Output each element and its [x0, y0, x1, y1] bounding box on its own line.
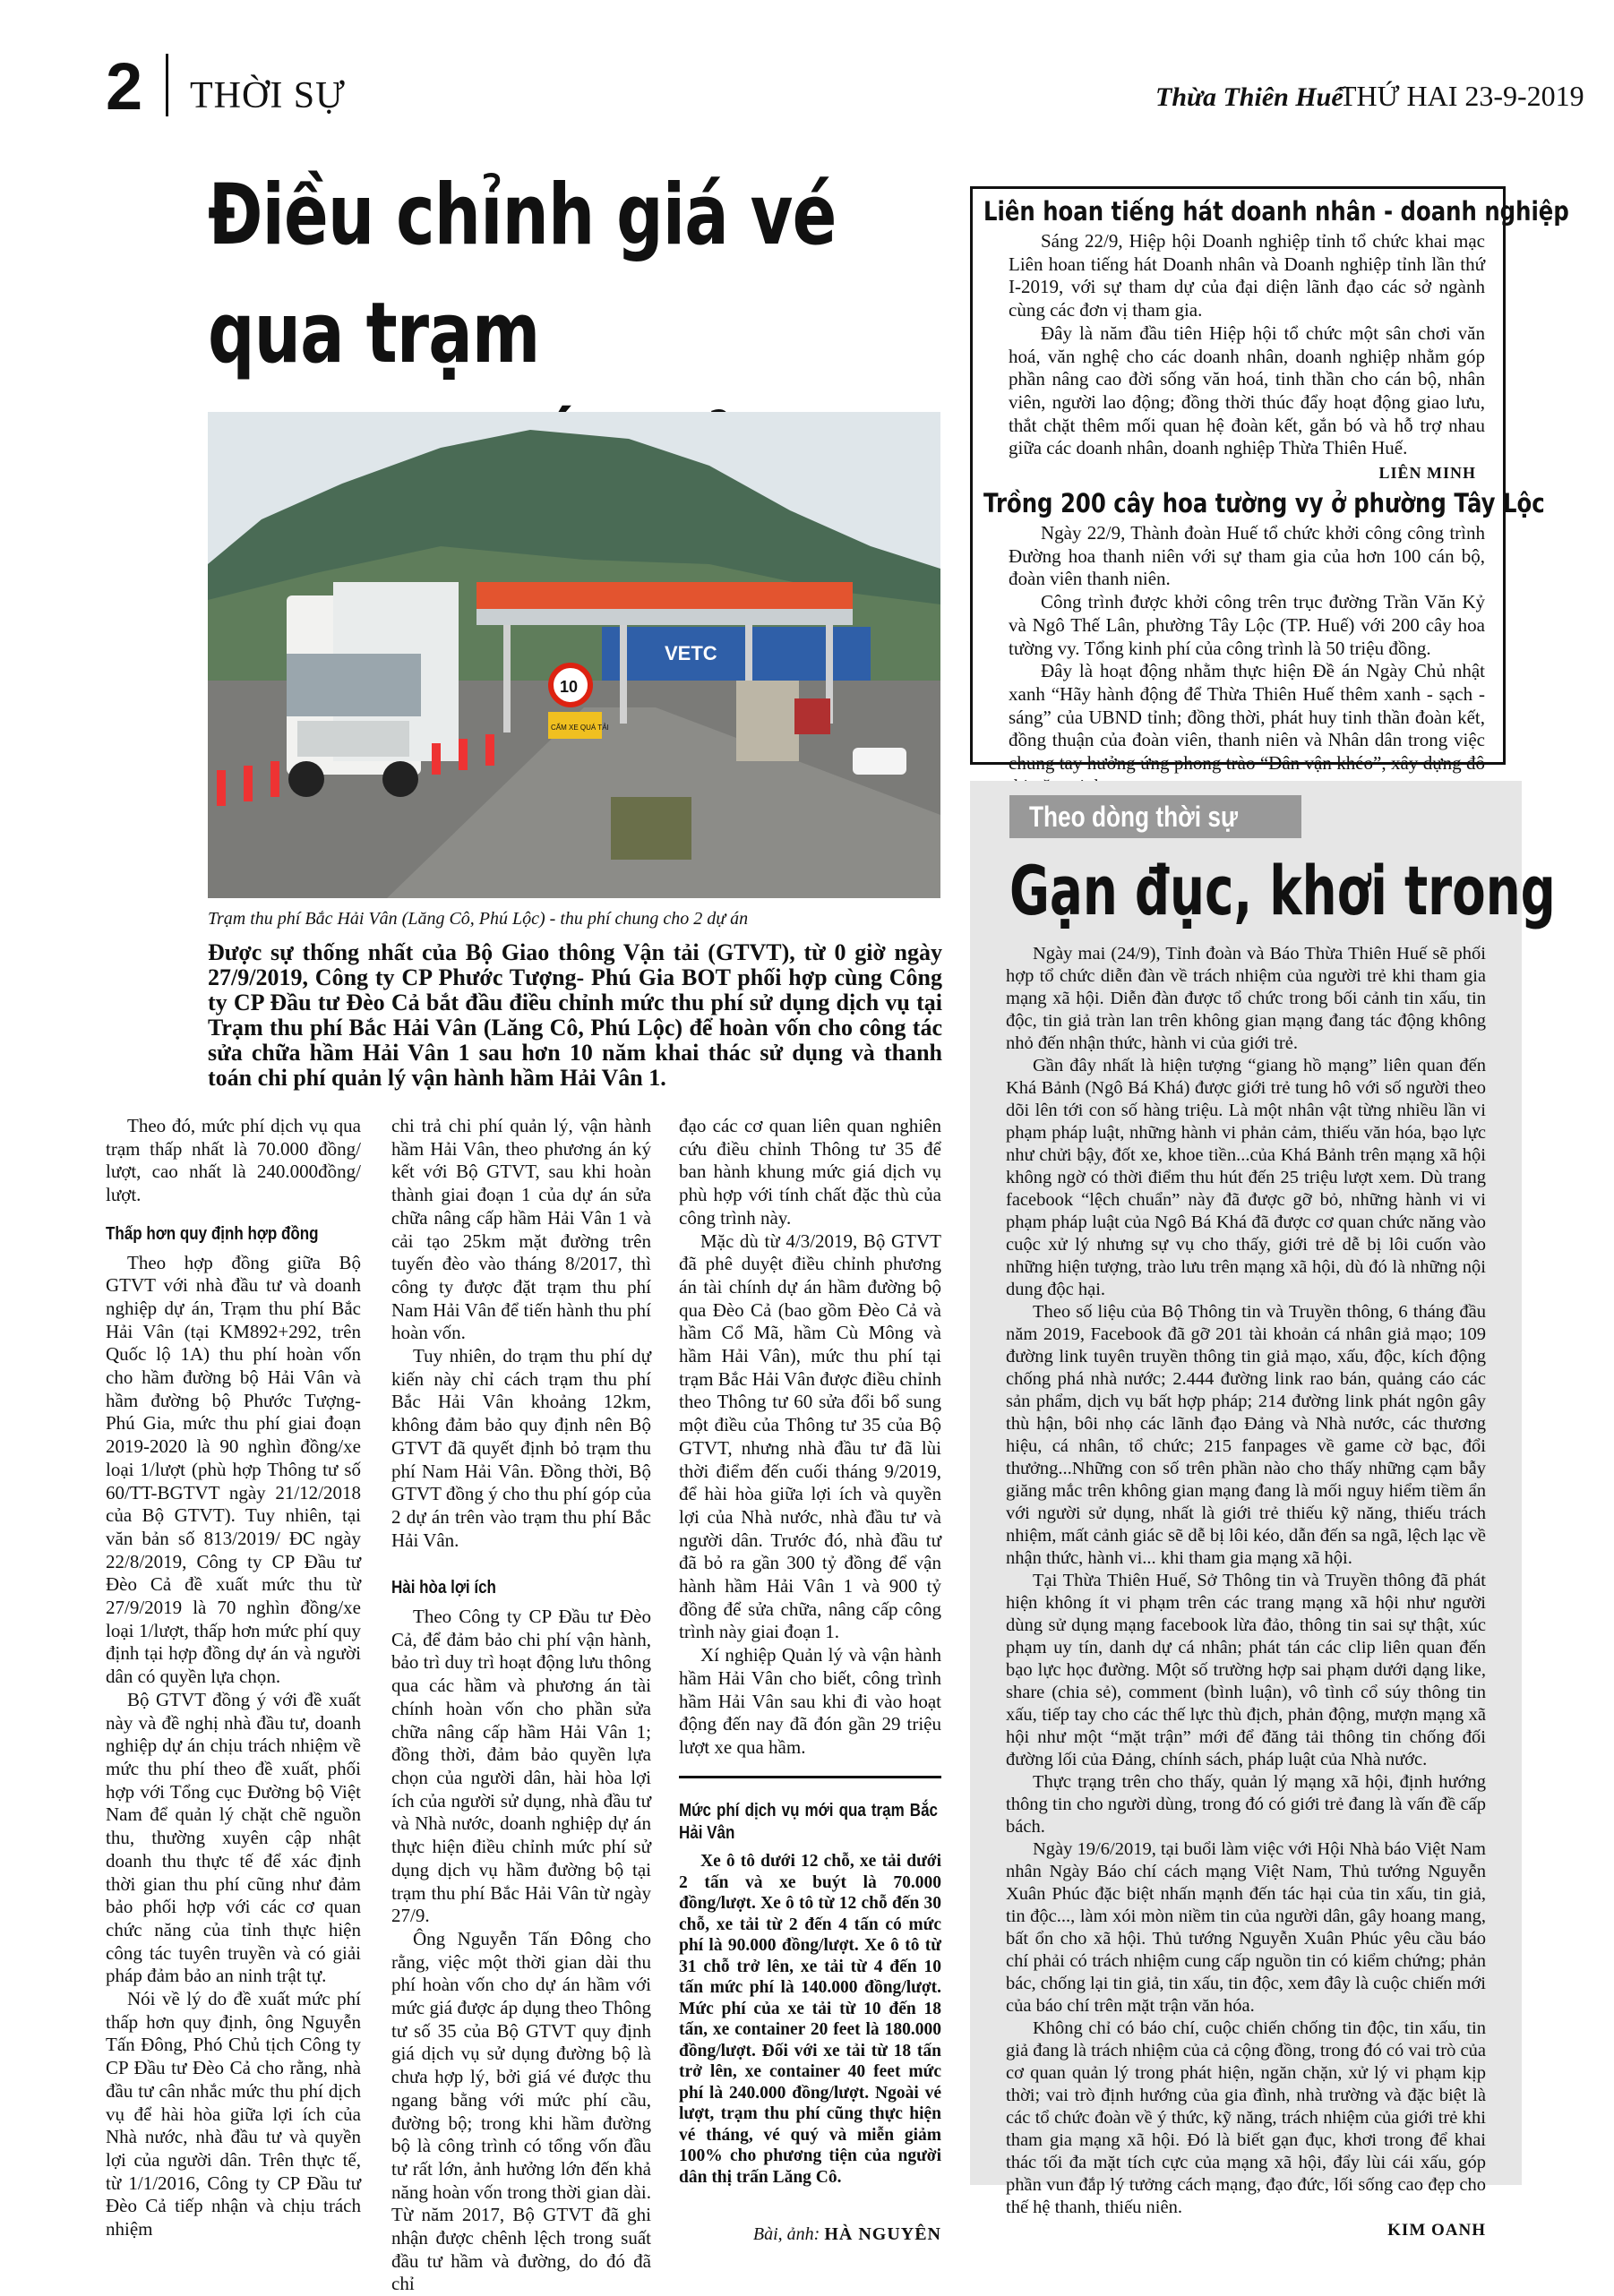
paragraph: đạo các cơ quan liên quan nghiên cứu điều chỉnh Thông tư 35 để ban hành khung mức giá dịch vụ phù hợp với tính chất đặc thù của công trình này. — [679, 1115, 941, 1229]
vetc-sign: VETC — [665, 642, 717, 664]
header-divider — [166, 54, 168, 116]
opinion-tag: Theo dòng thời sự — [1009, 795, 1301, 838]
paragraph: Công trình được khởi công trên trục đường Trần Văn Kỷ và Ngô Thế Lân, phường Tây Lộc (TP. Huế) với 200 cây hoa tường vy. Tổng kinh phí của công trình là 50 triệu đồng. — [1009, 591, 1485, 659]
paragraph: Ngày 22/9, Thành đoàn Huế tổ chức khởi công công trình Đường hoa thanh niên với sự tham gia của hơn 100 cán bộ, đoàn viên thanh niên. — [1009, 522, 1485, 590]
paragraph: Thực trạng trên cho thấy, quản lý mạng xã hội, định hướng thông tin cho người dùng, trong đó có giới trẻ đang là vấn đề cấp bách. — [1006, 1772, 1486, 1837]
paragraph: chi trả chi phí quản lý, vận hành hầm Hải Vân, theo phương án ký kết với Bộ GTVT, sau khi hoàn thành giai đoạn 1 của dự án sửa chữa nâng cấp hầm Hải Vân 1 và cải tạo 25km mặt đường trên tuyến đèo vào tháng 8/2017, thì công ty được đặt trạm thu phí Nam Hải Vân để tiến hành thu phí hoàn vốn. — [391, 1115, 651, 1344]
article-column-1 — [106, 1115, 361, 2241]
paragraph: Ngày mai (24/9), Tỉnh đoàn và Báo Thừa Thiên Huế sẽ phối hợp tổ chức diễn đàn về trách nhiệm của người trẻ khi tham gia mạng xã hội. Diễn đàn được tổ chức trong bối cảnh tin xấu, tin độc, tin giả tràn lan trên không gian mạng đang tác động không nhỏ đến nhận thức, hành vi của giới trẻ. — [1006, 944, 1486, 1053]
toll-station-photo — [208, 412, 940, 898]
subheading: Hài hòa lợi ích — [391, 1578, 496, 1598]
paragraph: Theo đó, mức phí dịch vụ qua trạm thấp nhất là 70.000 đồng/ lượt, cao nhất là 240.000đồng/ lượt. — [106, 1115, 361, 1206]
paragraph: Theo số liệu của Bộ Thông tin và Truyền thông, 6 tháng đầu năm 2019, Facebook đã gỡ 201 tài khoản cá nhân giả mạo; 109 đường link tuyên truyền thông tin giả mạo, xấu, độc, kích động chống phá nhà nước; 2.444 đường link rao bán, quảng cáo các sản phẩm, dịch vụ bất hợp pháp; 214 đường link phát ngôn gây thù hận, bôi nhọ các lãnh đạo Đảng và Nhà nước, các thương hiệu, cá nhân, tổ chức; 215 fanpages về game cờ bạc, đổi thưởng...Những con số trên phần nào cho thấy những cạm bẫy giăng mắc trên không gian mạng đang là mối nguy hiểm tiềm ẩn với người sử dụng, nhất là giới trẻ thiếu kỹ năng, thiếu trách nhiệm, mất cảnh giác sẽ dễ bị lôi kéo, dẫn đến sa ngã, lệch lạc về nhận thức, hành vi... khi tham gia mạng xã hội. — [1006, 1302, 1486, 1568]
toll-station-illustration — [208, 412, 940, 898]
paragraph: Ngày 19/6/2019, tại buổi làm việc với Hội Nhà báo Việt Nam nhân Ngày Báo chí cách mạng Việt Nam, Thủ tướng Nguyễn Xuân Phúc đặc biệt nhấn mạnh đến tác hại của tin xấu, tin giả, tin độc..., làm xói mòn niềm tin của người dân, gây hoang mang, bất ổn cho xã hội. Thủ tướng Nguyễn Xuân Phúc yêu cầu báo chí phải có trách nhiệm cung cấp nguồn tin có kiểm chứng; phản bác, chống lại tin giả, tin xấu, tin độc, xem đây là cuộc chiến mới của báo chí trên mặt trận văn hóa. — [1006, 1839, 1486, 2016]
paragraph: Mặc dù từ 4/3/2019, Bộ GTVT đã phê duyệt điều chỉnh phương án tài chính dự án hầm đường bộ qua Đèo Cả (bao gồm Đèo Cả và hầm Cổ Mã, hầm Cù Mông và hầm Hải Vân), mức thu phí tại trạm Bắc Hải Vân được điều chỉnh theo Thông tư 60 sửa đổi bổ sung một điều của Thông tư 35 của Bộ GTVT, nhưng nhà đầu tư đã lùi thời điểm đến cuối tháng 9/2019, để hài hòa giữa lợi ích và quyền lợi của Nhà nước, nhà đầu tư và người dân. Trước đó, nhà đầu tư đã bỏ ra gần 300 tỷ đồng để vận hành hầm Hải Vân 1 và 900 tỷ đồng để sửa chữa, nâng cấp công trình này giai đoạn 1. — [679, 1229, 941, 1643]
opinion-title: Gạn đục, khơi trong — [1009, 851, 1556, 930]
byline-prefix: Bài, ảnh: — [752, 2224, 820, 2245]
section-title: THỜI SỰ — [190, 75, 346, 116]
byline-author: HÀ NGUYÊN — [824, 2224, 941, 2245]
paragraph: Sáng 22/9, Hiệp hội Doanh nghiệp tỉnh tổ chức khai mạc Liên hoan tiếng hát Doanh nhân và Doanh nghiệp tỉnh lần thứ I-2019, với sự tham dự của đại diện lãnh đạo các sở ngành cùng các đơn vị tham gia. — [1009, 230, 1485, 321]
paragraph: Xí nghiệp Quản lý và vận hành hầm Hải Vân cho biết, công trình hầm Hải Vân sau khi đi vào hoạt động đến nay đã đón gần 29 triệu lượt xe qua hầm. — [679, 1644, 941, 1758]
news-brief-box — [970, 186, 1569, 775]
paragraph: Gần đây nhất là hiện tượng “giang hồ mạng” liên quan đến Khá Bảnh (Ngô Bá Khá) được giới trẻ tung hô với số người theo dõi lên tới con số hàng triệu. Là một nhân vật từng nhiều lần vi phạm pháp luật, những hành vi phản cảm, thiếu văn hóa, bạo lực như chửi bậy, đốt xe, khoe tiền...của Khá Bảnh trên mạng xã hội không ngờ có thời điểm thu hút đến 25 triệu lượt xem. Dù trang facebook “lệch chuẩn” này đã được gỡ bỏ, những hành vi vi phạm pháp luật của Ngô Bá Khá đã được cơ quan chức năng vào cuộc xử lý nhưng sự vụ cho thấy, giới trẻ dễ bị lôi cuốn vào những hiện tượng, trào lưu trên mạng xã hội, dù đó là những nội dung độc hại. — [1006, 1056, 1486, 1299]
fee-box-text: Xe ô tô dưới 12 chỗ, xe tải dưới 2 tấn và xe buýt là 70.000 đồng/lượt. Xe ô tô từ 12 chỗ đến 30 chỗ, xe tải từ 2 đến 4 tấn có mức phí là 90.000 đồng/lượt. Xe ô tô từ 31 chỗ trở lên, xe tải từ 4 đến 10 tấn mức phí là 140.000 đồng/lượt. Mức phí của xe tải từ 10 đến 18 tấn, xe container 20 feet là 180.000 đồng/lượt. Đối với xe tải từ 18 tấn trở lên, xe container 40 feet mức phí là 240.000 đồng/lượt. Ngoài vé lượt, trạm thu phí cũng thực hiện vé tháng, vé quý và miễn giảm 100% cho phương tiện của người dân thị trấn Lăng Cô. — [679, 1852, 941, 2187]
brief-body — [973, 522, 1503, 798]
brief-body — [973, 230, 1503, 460]
paragraph: Nói về lý do đề xuất mức phí thấp hơn quy định, ông Nguyễn Tấn Đông, Phó Chủ tịch Công ty CP Đầu tư Đèo Cả cho rằng, nhà đầu tư cân nhắc mức thu phí dịch vụ để hài hòa giữa lợi ích của Nhà nước, nhà đầu tư và quyền lợi của người dân. Trên thực tế, từ 1/1/2016, Công ty CP Đầu tư Đèo Cả tiếp nhận và chịu trách nhiệm — [106, 1988, 361, 2240]
paragraph: Đây là hoạt động nhằm thực hiện Đề án Ngày Chủ nhật xanh “Hãy hành động để Thừa Thiên Huế thêm xanh - sạch - sáng” của UBND tỉnh; đồng thời, phát huy tinh thần đoàn kết, đồng thuận của đoàn viên, thanh niên và Nhân dân trong việc chung tay hưởng ứng phong trào “Dân vận khéo”, xây dựng đô — [1009, 660, 1485, 775]
opinion-body — [970, 943, 1522, 2241]
fee-info-box — [679, 1776, 941, 2188]
article-byline — [679, 2223, 941, 2247]
paragraph: Bộ GTVT đồng ý với đề xuất này và đề nghị nhà đầu tư, doanh nghiệp dự án chịu trách nhiệm về mức thu phí theo đề xuất, phối hợp với Tổng cục Đường bộ Việt Nam để quản lý chặt chẽ nguồn thu, thường xuyên cập nhật doanh thu thực tế để xác định thời gian thu phí cũng như đảm bảo phối hợp với các cơ quan chức năng của tỉnh thực hiện công tác tuyên truyền và có giải pháp đảm bảo an ninh trật tự. — [106, 1688, 361, 1987]
paragraph: Ông Nguyễn Tấn Đông cho rằng, việc một thời gian dài thu phí hoàn vốn cho dự án hầm với mức giá được áp dụng theo Thông tư số 35 của Bộ GTVT quy định giá dịch vụ sử dụng đường bộ là chưa hợp lý, bởi giá vé được thu ngang bằng với mức phí cầu, đường bộ; trong khi hầm đường bộ là công trình có tổng vốn đầu tư rất lớn, ảnh hưởng lớn đến khả năng hoàn vốn trong thời gian dài. Từ năm 2017, Bộ GTVT đã ghi nhận được chênh lệch trong suất đầu tư hầm và đường, do đó đã chỉ — [391, 1927, 651, 2295]
brief-author: LIÊN MINH — [1378, 464, 1476, 483]
paragraph: Theo Công ty CP Đầu tư Đèo Cả, để đảm bảo chi phí vận hành, bảo trì duy trì hoạt động lưu thông qua các hầm và phương án tài chính hoàn vốn cho phần sửa chữa nâng cấp hầm Hải Vân 1; đồng thời, đảm bảo quyền lựa chọn của người dân, hài hòa lợi ích của người sử dụng, nhà đầu tư và Nhà nước, doanh nghiệp dự án thực hiện điều chỉnh mức phí sử dụng dịch vụ hầm đường bộ tại trạm thu phí Bắc Hải Vân từ ngày 27/9. — [391, 1606, 651, 1927]
subheading: Thấp hơn quy định hợp đồng — [106, 1223, 319, 1244]
paragraph: Đây là năm đầu tiên Hiệp hội tổ chức một sân chơi văn hoá, văn nghệ cho các doanh nhân, doanh nghiệp nhằm góp phần nâng cao đời sống văn hoá, tinh thần cho cán bộ, nhân viên, người lao động; đồng thời thúc đẩy hoạt động giao lưu, thắt chặt thêm mối quan hệ đoàn kết, gắn bó và hỗ trợ nhau giữa các doanh nhân, doanh nghiệp Thừa Thiên Huế. — [1009, 321, 1485, 459]
photo-caption: Trạm thu phí Bắc Hải Vân (Lăng Cô, Phú Lộc) - thu phí chung cho 2 dự án — [208, 909, 749, 929]
article-column-3 — [679, 1115, 941, 2247]
paragraph: Tại Thừa Thiên Huế, Sở Thông tin và Truyền thông đã phát hiện không ít vi phạm trên các trang mạng xã hội như người dùng sử dụng mạng facebook lừa đảo, thông tin sai sự thật, xúc phạm uy tín, danh dự cá nhân; phát tán các clip liên quan đến bạo lực học đường. Một số trường hợp sai phạm dưới dạng like, share (chia sẻ), comment (bình luận), vô tình cổ súy thông tin xấu, tiếp tay cho các thế lực thù địch, phản động, mượn mạng xã hội như một “mặt trận” mới để đăng tải thông tin chống đối đường lối của Đảng, chính sách, pháp luật của Nhà nước. — [1006, 1571, 1486, 1769]
publication-name: Thừa Thiên Huế — [1155, 82, 1344, 112]
article-column-2 — [391, 1115, 651, 2296]
paragraph: Tuy nhiên, do trạm thu phí dự kiến này chỉ cách trạm thu phí Bắc Hải Vân khoảng 12km, không đảm bảo quy định nên Bộ GTVT đã quyết định bỏ trạm thu phí Nam Hải Vân. Đồng thời, Bộ GTVT đồng ý cho thu phí góp của 2 dự án trên vào trạm thu phí Bắc Hải Vân. — [391, 1345, 651, 1551]
opinion-author: KIM OANH — [1387, 2221, 1486, 2240]
headline-line-1: Điều chỉnh giá vé qua trạm — [208, 167, 837, 382]
brief-title: Liên hoan tiếng hát doanh nhân - doanh nghiệp — [983, 196, 1569, 227]
paragraph: Không chỉ có báo chí, cuộc chiến chống tin độc, tin xấu, tin giả đang là trách nhiệm của cả cộng đồng, trong đó có vai trò của cơ quan quản lý trong phát hiện, ngăn chặn, xử lý vi phạm kịp thời; vai trò định hướng của gia đình, nhà trường và đặc biệt là các tổ chức đoàn về ý thức, kỹ năng, trách nhiệm của giới trẻ khi tham gia mạng xã hội. Đó là biết gạn đục, khơi trong để khai thác tối đa mặt tích cực của mạng xã hội, đẩy lùi cái xấu, góp phần vun đắp lý tưởng cách mạng, đạo đức, lối sống cao đẹp cho thế hệ thanh, thiếu niên. — [1006, 2018, 1486, 2217]
brief-title: Trồng 200 cây hoa tường vy ở phường Tây Lộc — [983, 488, 1545, 519]
paragraph: Theo hợp đồng giữa Bộ GTVT với nhà đầu tư và doanh nghiệp dự án, Trạm thu phí Bắc Hải Vân (tại KM892+292, trên Quốc lộ 1A) thu phí hoàn vốn cho hầm đường bộ Hải Vân và hầm đường bộ Phước Tượng- Phú Gia, mức thu phí giai đoạn 2019-2020 là 90 nghìn đồng/xe loại 1/lượt (phù hợp Thông tư số 60/TT-BGTVT ngày 21/12/2018 của Bộ GTVT). Tuy nhiên, tại văn bản số 813/2019/ ĐC ngày 22/8/2019, Công ty CP Đầu tư Đèo Cả đề xuất mức thu từ 27/9/2019 là 70 nghìn đồng/xe loại 1/lượt, thấp hơn mức phí quy định tại hợp đồng dự án và người dân có quyền lựa chọn. — [106, 1251, 361, 1688]
speed-limit-sign: 10 — [560, 678, 579, 696]
warning-sign: CẤM XE QUÁ TẢI — [551, 724, 609, 732]
article-lead: Được sự thống nhất của Bộ Giao thông Vận tải (GTVT), từ 0 giờ ngày 27/9/2019, Công ty CP Phước Tượng- Phú Gia BOT phối hợp cùng Công ty CP Đầu tư Đèo Cả bắt đầu điều chỉnh mức thu phí sử dụng dịch vụ tại Trạm thu phí Bắc Hải Vân (Lăng Cô, Phú Lộc) để hoàn vốn cho công tác sửa chữa hầm Hải Vân 1 sau hơn 10 năm khai thác sử dụng và thanh toán chi phí quản lý vận hành hầm Hải Vân 1. — [208, 939, 942, 1091]
issue-date: THỨ HAI 23-9-2019 — [1339, 80, 1584, 112]
page-number: 2 — [106, 49, 143, 124]
fee-box-title: Mức phí dịch vụ mới qua trạm Bắc Hải Vân — [679, 1800, 938, 1844]
